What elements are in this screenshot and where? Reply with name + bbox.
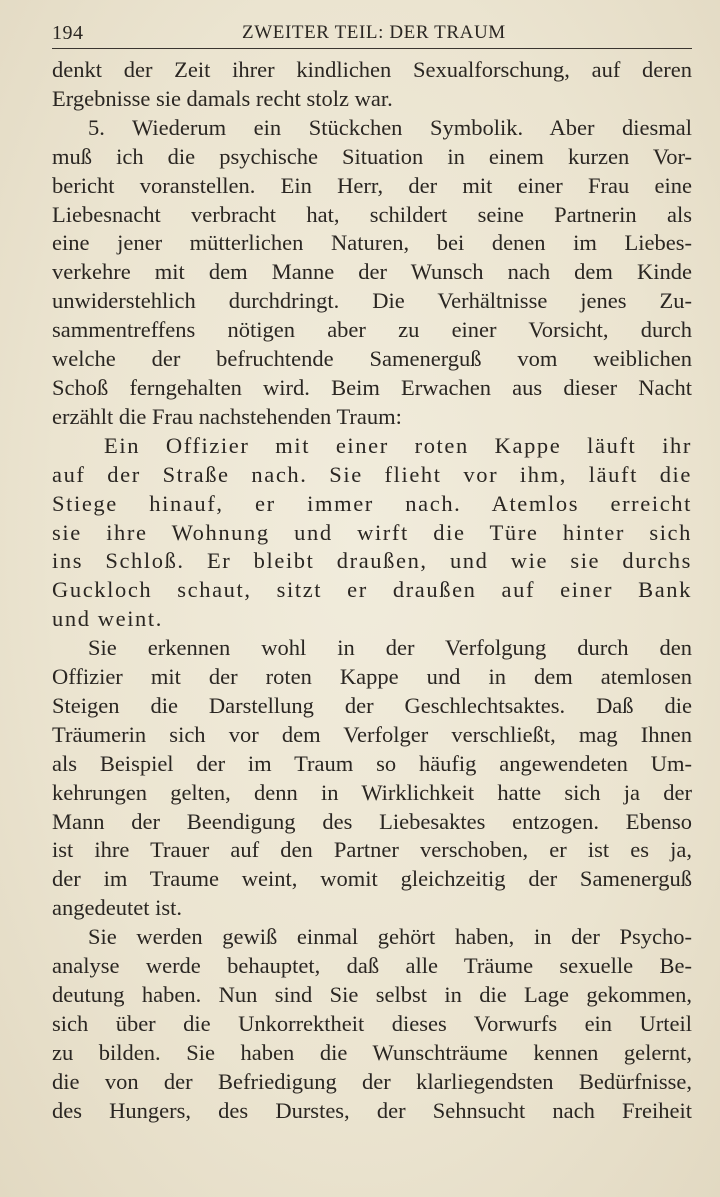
text-line: die von der Befriedigung der klarliegendsten Bedürfnisse, bbox=[52, 1068, 692, 1094]
text-line: verkehre mit dem Manne der Wunsch nach dem Kinde bbox=[52, 259, 692, 285]
text-line: Liebesnacht verbracht hat, schildert seine Partnerin als bbox=[52, 201, 692, 227]
text-line: Träumerin sich vor dem Verfolger verschließt, mag Ihnen bbox=[52, 721, 692, 747]
text-line: der im Traume weint, womit gleichzeitig der Samenerguß bbox=[52, 866, 692, 892]
text-line: bericht voranstellen. Ein Herr, der mit einer Frau eine bbox=[52, 172, 692, 198]
text-line: Steigen die Darstellung der Geschlechtsaktes. Daß die bbox=[52, 692, 692, 718]
text-line: sammentreffens nötigen aber zu einer Vorsicht, durch bbox=[52, 317, 692, 343]
text-line: sie ihre Wohnung und wirft die Türe hinter sich bbox=[52, 519, 692, 545]
text-line: deutung haben. Nun sind Sie selbst in die Lage gekommen, bbox=[52, 982, 692, 1007]
page-number: 194 bbox=[52, 22, 84, 44]
dream-paragraph bbox=[52, 432, 692, 634]
text-line: Stiege hinauf, er immer nach. Atemlos erreicht bbox=[52, 490, 692, 516]
paragraph-2 bbox=[52, 114, 692, 432]
text-line: unwiderstehlich durchdringt. Die Verhältnisse jenes Zu- bbox=[52, 288, 692, 314]
text-line: 5. Wiederum ein Stückchen Symbolik. Aber diesmal bbox=[88, 114, 692, 140]
running-head bbox=[52, 18, 692, 49]
paragraph-1 bbox=[52, 56, 692, 114]
text-line: analyse werde behauptet, daß alle Träume sexuelle Be- bbox=[52, 953, 692, 979]
text-line: sich über die Unkorrektheit dieses Vorwurfs ein Urteil bbox=[52, 1010, 692, 1036]
paragraph-4 bbox=[52, 634, 692, 923]
text-line: kehrungen gelten, denn in Wirklichkeit hatte sich ja der bbox=[52, 779, 692, 805]
text-line: Guckloch schaut, sitzt er draußen auf einer Bank bbox=[52, 577, 692, 603]
text-line: Sie erkennen wohl in der Verfolgung durch den bbox=[88, 635, 692, 661]
text-line: denkt der Zeit ihrer kindlichen Sexualforschung, auf deren bbox=[52, 57, 692, 82]
text-line: welche der befruchtende Samenerguß vom weiblichen bbox=[52, 346, 692, 372]
text-line: ist ihre Trauer auf den Partner verschoben, er ist es ja, bbox=[52, 837, 692, 863]
text-line: Schoß ferngehalten wird. Beim Erwachen aus dieser Nacht bbox=[52, 374, 692, 400]
running-title: ZWEITER TEIL: DER TRAUM bbox=[242, 22, 506, 43]
text-line: und weint. bbox=[52, 606, 163, 632]
text-line: Offizier mit der roten Kappe und in dem atemlosen bbox=[52, 664, 692, 690]
text-line: als Beispiel der im Traum so häufig angewendeten Um- bbox=[52, 750, 692, 776]
text-line: ins Schloß. Er bleibt draußen, und wie sie durchs bbox=[52, 548, 692, 574]
text-line: muß ich die psychische Situation in einem kurzen Vor- bbox=[52, 143, 692, 169]
text-line: Ergebnisse sie damals recht stolz war. bbox=[52, 85, 393, 111]
text-line: Sie werden gewiß einmal gehört haben, in der Psycho- bbox=[88, 924, 692, 950]
text-line: erzählt die Frau nachstehenden Traum: bbox=[52, 403, 402, 429]
text-line: eine jener mütterlichen Naturen, bei denen im Liebes- bbox=[52, 230, 692, 256]
text-line: angedeutet ist. bbox=[52, 895, 182, 921]
text-line: des Hungers, des Durstes, der Sehnsucht nach Freiheit bbox=[52, 1097, 692, 1123]
body-text bbox=[52, 56, 692, 1126]
text-line: Ein Offizier mit einer roten Kappe läuft ihr bbox=[104, 432, 692, 458]
text-line: zu bilden. Sie haben die Wunschträume kennen gelernt, bbox=[52, 1039, 692, 1065]
text-line: Mann der Beendigung des Liebesaktes entzogen. Ebenso bbox=[52, 808, 692, 834]
text-line: auf der Straße nach. Sie flieht vor ihm, läuft die bbox=[52, 461, 692, 487]
paragraph-5 bbox=[52, 923, 692, 1125]
